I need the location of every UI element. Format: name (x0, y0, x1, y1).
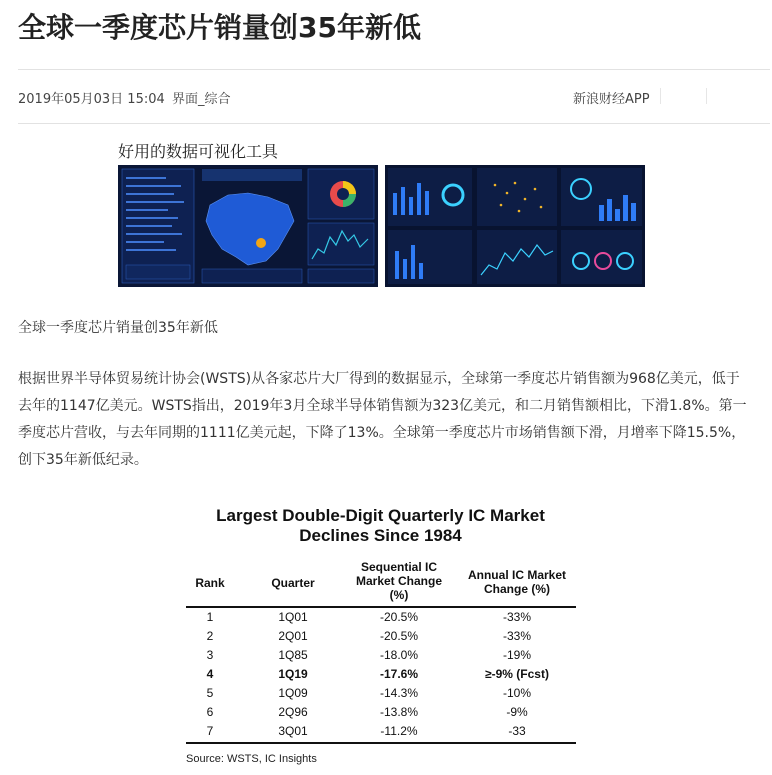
col-header-rank: Rank (195, 576, 225, 590)
promo-heading[interactable]: 好用的数据可视化工具 (118, 142, 279, 161)
cell-quarter: 1Q85 (278, 648, 308, 662)
bottom-rule (186, 742, 576, 744)
cell-rank: 6 (206, 705, 214, 719)
cell-quarter: 2Q01 (278, 629, 308, 643)
meta-separator (706, 88, 707, 104)
cell-annual: -33% (502, 610, 531, 624)
publish-date: 2019年05月03日 15:04 (18, 92, 165, 107)
cell-annual: -33% (502, 629, 531, 643)
ic-market-declines-figure (178, 498, 583, 775)
col-header-annual-line2: Change (%) (484, 582, 550, 596)
figure-title-line1: Largest Double-Digit Quarterly IC Market (216, 506, 545, 525)
cell-seq: -11.2% (380, 724, 418, 738)
sina-finance-app-link[interactable]: 新浪财经APP (573, 92, 650, 107)
table-row (178, 684, 583, 703)
dashboard-ad-left[interactable] (118, 165, 378, 287)
china-map-dashboard-image (118, 165, 378, 287)
cell-seq: -14.3% (379, 686, 419, 700)
cell-annual: ≥-9% (Fcst) (485, 667, 549, 681)
col-header-annual (458, 568, 576, 596)
cell-annual: -19% (502, 648, 531, 662)
cell-rank: 3 (206, 648, 214, 662)
col-header-quarter: Quarter (271, 576, 315, 590)
cell-quarter: 2Q96 (278, 705, 308, 719)
cell-annual: -10% (502, 686, 531, 700)
figure-title-line2: Declines Since 1984 (299, 526, 462, 545)
table-row (178, 608, 583, 627)
cell-seq: -17.6% (379, 667, 419, 681)
cell-rank: 5 (206, 686, 214, 700)
article-paragraph: 根据世界半导体贸易统计协会(WSTS)从各家芯片大厂得到的数据显示，全球第一季度芯片销售额为968亿美元，低于去年的1147亿美元。WSTS指出，2019年3月全球半导体销售额为323亿美元，和二月销售额相比，下滑1.8%。第一季度芯片营收，与去年同期的1111亿美元起，下降了13%。全球第一季度芯片市场销售额下滑，月增率下降15.5%，创下35年新低纪录。 (18, 371, 747, 468)
article-source[interactable]: 界面_综合 (172, 92, 231, 107)
title-divider (18, 69, 770, 70)
cell-seq: -13.8% (379, 705, 419, 719)
cell-rank: 2 (206, 629, 214, 643)
article-title: 全球一季度芯片销量创35年新低 (18, 11, 421, 44)
cell-quarter: 1Q09 (278, 686, 308, 700)
cell-rank: 7 (206, 724, 214, 738)
cell-annual: -33 (508, 724, 526, 738)
table-row (178, 627, 583, 646)
cell-quarter: 1Q01 (278, 610, 308, 624)
col-header-annual-line1: Annual IC Market (467, 568, 566, 582)
figure-title (178, 506, 583, 546)
lead-text: 全球一季度芯片销量创35年新低 (18, 320, 218, 336)
dashboard-ad-right[interactable] (385, 165, 645, 287)
cell-quarter: 1Q19 (278, 667, 308, 681)
figure-source: Source: WSTS, IC Insights (186, 753, 317, 765)
col-header-sequential-line3: (%) (389, 588, 409, 602)
cell-seq: -20.5% (379, 610, 419, 624)
table-header (178, 560, 583, 606)
cell-annual: -9% (506, 705, 528, 719)
cell-rank: 4 (206, 667, 214, 681)
data-screen-collage-image (385, 165, 645, 287)
meta-divider (18, 123, 770, 124)
cell-seq: -20.5% (379, 629, 419, 643)
table-row (178, 665, 583, 684)
col-header-sequential-line2: Market Change (355, 574, 443, 588)
table-row (178, 646, 583, 665)
meta-separator (660, 88, 661, 104)
cell-seq: -18.0% (379, 648, 419, 662)
col-header-sequential-line1: Sequential IC (360, 560, 437, 574)
cell-rank: 1 (206, 610, 214, 624)
table-row (178, 722, 583, 741)
table-row (178, 703, 583, 722)
cell-quarter: 3Q01 (278, 724, 308, 738)
col-header-sequential (340, 560, 458, 602)
